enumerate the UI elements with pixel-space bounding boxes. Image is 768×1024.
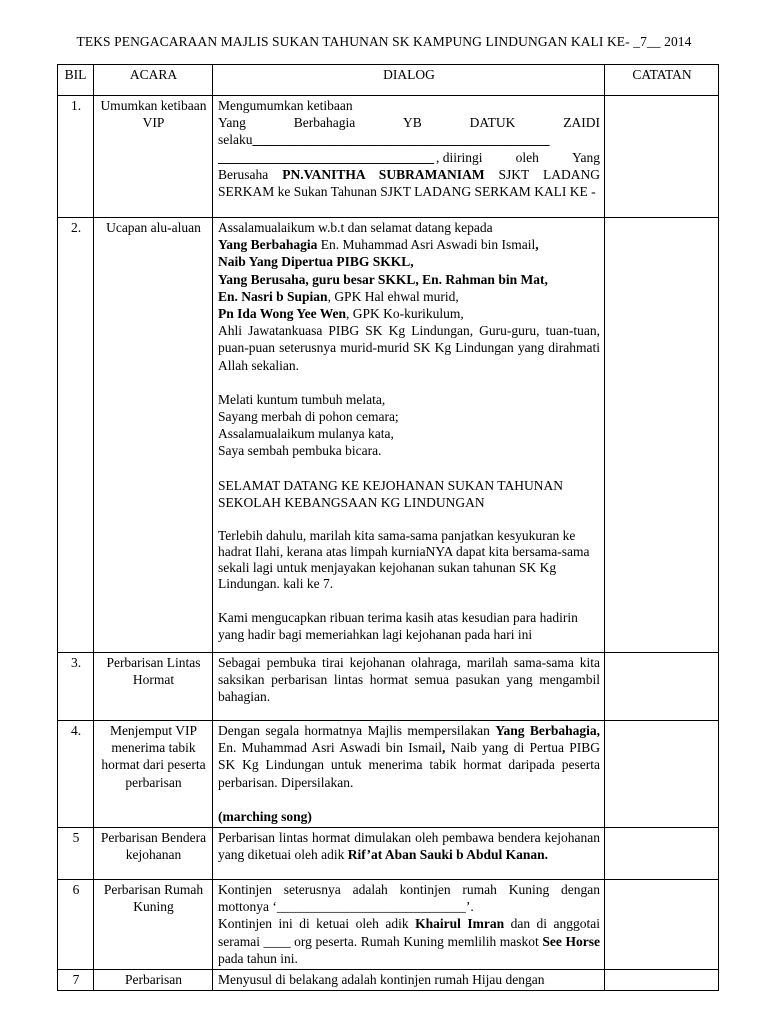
table-row bbox=[58, 970, 719, 991]
table-row bbox=[58, 653, 719, 721]
row-number: 6 bbox=[58, 880, 94, 970]
row-acara: Perbarisan Bendera kejohanan bbox=[94, 828, 213, 880]
table-row bbox=[58, 828, 719, 880]
row-number: 1. bbox=[58, 96, 94, 218]
header-bil: BIL bbox=[58, 65, 94, 96]
row-number: 3. bbox=[58, 653, 94, 721]
row-number: 2. bbox=[58, 218, 94, 653]
row-catatan bbox=[605, 970, 719, 991]
row-catatan bbox=[605, 653, 719, 721]
ceremony-script-table bbox=[57, 64, 719, 991]
blank-line: selaku____________________________________________ bbox=[218, 132, 550, 148]
row-acara: Ucapan alu-aluan bbox=[94, 218, 213, 653]
pantun-line: Sayang merbah di pohon cemara; bbox=[218, 409, 399, 425]
row-dialog: Menyusul di belakang adalah kontinjen rumah Hijau dengan bbox=[213, 970, 605, 991]
row-number: 4. bbox=[58, 721, 94, 828]
row-catatan bbox=[605, 218, 719, 653]
header-dialog: DIALOG bbox=[213, 65, 605, 96]
row-catatan bbox=[605, 96, 719, 218]
row-dialog: Perbarisan lintas hormat dimulakan oleh pembawa bendera kejohanan yang diketuai oleh adik Rif’at Aban Sauki b Abdul Kanan. bbox=[213, 828, 605, 880]
row-catatan bbox=[605, 828, 719, 880]
page-title: TEKS PENGACARAAN MAJLIS SUKAN TAHUNAN SK KAMPUNG LINDUNGAN KALI KE- _7__ 2014 bbox=[76, 34, 692, 49]
row-acara: Umumkan ketibaan VIP bbox=[94, 96, 213, 218]
row-number: 5 bbox=[58, 828, 94, 880]
table-row bbox=[58, 96, 719, 218]
row-catatan bbox=[605, 880, 719, 970]
row-dialog: Kontinjen seterusnya adalah kontinjen rumah Kuning dengan mottonya ‘____________________________’. Kontinjen ini di ketuai oleh adik Khairul Imran dan di anggotai seramai ____ org peserta. Rumah Kuning memlilih maskot See Horse pada tahun ini. bbox=[213, 880, 605, 970]
row-dialog: Mengumumkan ketibaan Yang Berbahagia YB DATUK ZAIDI selaku____________________________________________ ________________________________ , diiringi oleh Yang Berusaha PN.VANITHA SUBRAMANIAM SJKT LADANG SERKAM ke Sukan Tahunan SJKT LADANG SERKAM KALI KE - bbox=[213, 96, 605, 218]
row-dialog: Sebagai pembuka tirai kejohanan olahraga, marilah sama-sama kita saksikan perbarisan lintas hormat semua pasukan yang mengambil bahagian. bbox=[213, 653, 605, 721]
header-acara: ACARA bbox=[94, 65, 213, 96]
row-acara: Perbarisan Lintas Hormat bbox=[94, 653, 213, 721]
table-row bbox=[58, 721, 719, 828]
row-acara: Perbarisan Rumah Kuning bbox=[94, 880, 213, 970]
pantun-line: Assalamualaikum mulanya kata, bbox=[218, 426, 394, 442]
row-dialog: Assalamualaikum w.b.t dan selamat datang kepada Yang Berbahagia En. Muhammad Asri Aswadi bin Ismail, Naib Yang Dipertua PIBG SKKL, Yang Berusaha, guru besar SKKL, En. Rahman bin Mat, En. Nasri b Supian, GPK Hal ehwal murid, Pn Ida Wong Yee Wen, GPK Ko-kurikulum, Ahli Jawatankuasa PIBG SK Kg Lindungan, Guru-guru, tuan-tuan, puan-puan seterusnya murid-murid SK Kg Lindungan yang dirahmati Allah sekalian. Melati kuntum tumbuh melata, Sayang merbah di pohon cemara; Assalamualaikum mulanya kata, Saya sembah pembuka bicara. SELAMAT DATANG KE KEJOHANAN SUKAN TAHUNAN SEKOLAH KEBANGSAAN KG LINDUNGAN Terlebih dahulu, marilah kita sama-sama panjatkan kesyukuran ke hadrat Ilahi, kerana atas limpah kurniaNYA dapat kita bersama-sama sekali lagi untuk menjayakan kejohanan sukan tahunan SK Kg Lindungan. kali ke 7. Kami mengucapkan ribuan terima kasih atas kesudian para hadirin yang hadir bagi memeriahkan lagi kejohanan pada hari ini bbox=[213, 218, 605, 653]
row-dialog: Dengan segala hormatnya Majlis mempersilakan Yang Berbahagia, En. Muhammad Asri Aswadi bin Ismail, Naib yang di Pertua PIBG SK Kg Lindungan untuk menerima tabik hormat daripada peserta perbarisan. Dipersilakan. (marching song) bbox=[213, 721, 605, 828]
row-acara: Perbarisan bbox=[94, 970, 213, 991]
table-header-row bbox=[58, 65, 719, 96]
row-number: 7 bbox=[58, 970, 94, 991]
pantun-line: Melati kuntum tumbuh melata, bbox=[218, 391, 386, 407]
row-acara: Menjemput VIP menerima tabik hormat dari peserta perbarisan bbox=[94, 721, 213, 828]
header-catatan: CATATAN bbox=[605, 65, 719, 96]
table-row bbox=[58, 218, 719, 653]
table-row bbox=[58, 880, 719, 970]
pantun-line: Saya sembah pembuka bicara. bbox=[218, 443, 382, 459]
row-catatan bbox=[605, 721, 719, 828]
